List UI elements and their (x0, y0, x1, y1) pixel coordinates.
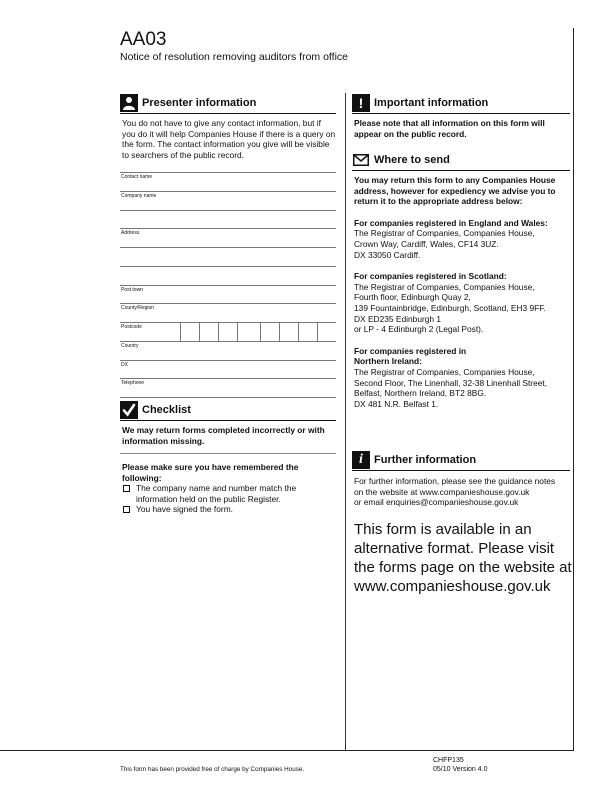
scotland-address-line: 139 Fountainbridge, Edinburgh, Scotland, EH3 9FF. (354, 302, 546, 313)
page-bottom-rule (0, 750, 574, 751)
scotland-address-line: DX ED235 Edinburgh 1 (354, 313, 442, 324)
contact-name-label: Contact name (121, 174, 153, 180)
presenter-intro: You do not have to give any contact information, but if you do it will help Companies House if there is a query on the form. The contact information you give will be visible to searchers of the public record. (122, 118, 336, 160)
checklist-section-title: Checklist (142, 404, 191, 416)
checkbox[interactable] (123, 485, 130, 492)
england-address-line: The Registrar of Companies, Companies House, (354, 228, 535, 239)
footer-note: This form has been provided free of charge by Companies House. (120, 766, 305, 773)
further-info-website-line: on the website at www.companieshouse.gov.uk (354, 486, 530, 497)
dx-label: DX (121, 362, 128, 368)
further-information-section-title: Further information (374, 454, 477, 466)
england-heading: For companies registered in England and Wales: (354, 217, 548, 228)
alternative-format-notice: This form is available in an alternative format. Please visit the forms page on the website at www.companieshouse.gov.uk (354, 521, 572, 595)
scotland-heading: For companies registered in Scotland: (354, 271, 507, 282)
exclamation-icon: ! (352, 94, 370, 112)
form-code: AA03 (120, 29, 167, 50)
postcode-box[interactable] (298, 323, 317, 342)
presenter-section-header (120, 94, 336, 114)
postcode-box[interactable] (180, 323, 199, 342)
checklist-section-header (120, 401, 336, 421)
column-divider (345, 93, 346, 750)
checkbox[interactable] (123, 506, 130, 513)
county-region-field[interactable] (120, 303, 336, 311)
scotland-address-line: Fourth floor, Edinburgh Quay 2, (354, 292, 471, 303)
important-section-title: Important information (374, 97, 489, 109)
england-address-line: DX 33050 Cardiff. (354, 249, 421, 260)
postcode-box[interactable] (237, 323, 256, 342)
checklist-item[interactable] (122, 504, 336, 515)
important-section-header (352, 94, 570, 114)
ni-heading-line-1: For companies registered in (354, 345, 467, 356)
ni-address-line: The Registrar of Companies, Companies House, (354, 366, 535, 377)
country-field[interactable] (120, 341, 336, 349)
postcode-box[interactable] (199, 323, 218, 342)
ni-address-line: Second Floor, The Linenhall, 32-38 Linenhall Street, (354, 377, 548, 388)
checklist-item-text: The company name and number match the information held on the public Register. (136, 483, 297, 504)
where-to-send-section-header (352, 151, 570, 171)
address-label: Address (121, 230, 140, 236)
company-name-label: Company name (121, 193, 157, 199)
further-info-email-line: or email enquiries@companieshouse.gov.uk (354, 497, 519, 508)
postcode-box[interactable] (279, 323, 298, 342)
dx-field[interactable] (120, 360, 336, 368)
ni-heading-line-2: Northern Ireland: (354, 356, 422, 367)
checklist-item-text: You have signed the form. (136, 504, 233, 515)
checklist-warning: We may return forms completed incorrectly or with information missing. (122, 425, 325, 446)
info-icon: i (352, 451, 370, 469)
further-info-line: For further information, please see the guidance notes (354, 476, 556, 486)
where-to-send-content (354, 175, 570, 409)
postcode-box[interactable] (260, 323, 279, 342)
postcode-field[interactable] (120, 322, 336, 341)
address-field-line-3[interactable] (120, 266, 336, 267)
scotland-address-line: The Registrar of Companies, Companies House, (354, 281, 535, 292)
post-town-label: Post town (121, 287, 143, 293)
country-label: Country (121, 343, 139, 349)
person-icon (120, 94, 138, 112)
checklist-divider (120, 453, 336, 454)
ni-address-line: DX 481 N.R. Belfast 1. (354, 398, 439, 409)
scotland-address-line: or LP - 4 Edinburgh 2 (Legal Post). (354, 324, 484, 335)
address-field[interactable] (120, 228, 336, 236)
further-information-section-header (352, 451, 570, 471)
address-field-line-2[interactable] (120, 247, 336, 248)
footer-version: 05/10 Version 4.0 (433, 766, 488, 773)
post-town-field[interactable] (120, 285, 336, 293)
important-text: Please note that all information on this form will appear on the public record. (354, 118, 545, 139)
where-to-send-intro: You may return this form to any Companies House address, however for expediency we advise you to return it to the appropriate address below: (354, 175, 556, 207)
postcode-label: Postcode (121, 324, 142, 330)
company-name-field[interactable] (120, 191, 336, 199)
england-address-line: Crown Way, Cardiff, Wales, CF14 3UZ. (354, 238, 499, 249)
checklist-remember-text: Please make sure you have remembered the following: (122, 462, 299, 483)
where-to-send-section-title: Where to send (374, 154, 450, 166)
envelope-icon (352, 151, 370, 169)
telephone-field[interactable] (120, 378, 336, 386)
page-right-border (573, 28, 574, 750)
postcode-box[interactable] (317, 323, 336, 342)
telephone-label: Telephone (121, 380, 145, 386)
checklist-items (122, 462, 336, 515)
further-information-text (354, 476, 572, 508)
footer-form-code: CHFP135 (433, 757, 464, 764)
county-region-label: County/Region (121, 305, 155, 311)
checklist-item[interactable] (122, 483, 336, 504)
telephone-field-bottom (120, 397, 336, 398)
presenter-section-title: Presenter information (142, 97, 257, 109)
checkmark-icon (120, 401, 138, 419)
contact-name-field[interactable] (120, 172, 336, 180)
postcode-box[interactable] (218, 323, 237, 342)
ni-address-line: Belfast, Northern Ireland, BT2 8BG. (354, 388, 487, 399)
company-name-field-line-2[interactable] (120, 210, 336, 211)
form-title: Notice of resolution removing auditors from office (120, 51, 348, 63)
